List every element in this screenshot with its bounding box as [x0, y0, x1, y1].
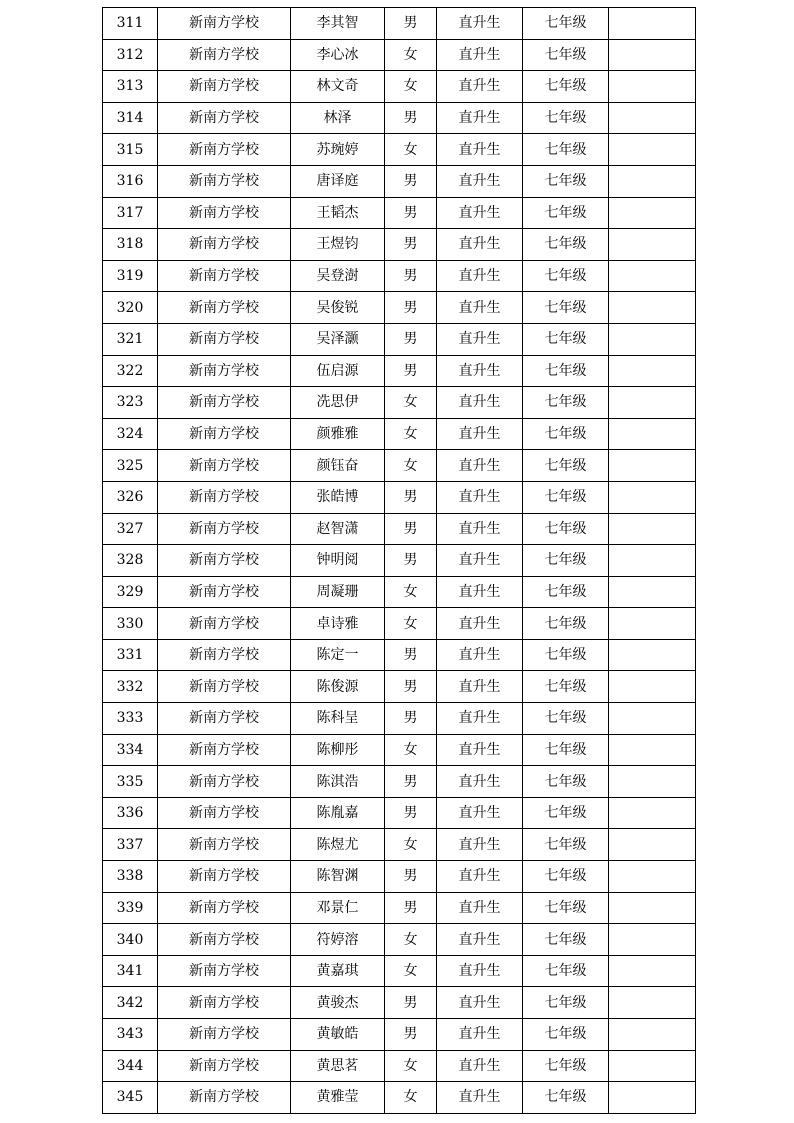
cell-number: 334: [103, 734, 158, 766]
cell-grade: 七年级: [523, 134, 609, 166]
cell-note: [609, 545, 696, 577]
cell-number: 314: [103, 102, 158, 134]
cell-note: [609, 608, 696, 640]
cell-student-name: 张皓博: [291, 481, 385, 513]
cell-student-name: 陈柳彤: [291, 734, 385, 766]
cell-enrollment-type: 直升生: [437, 924, 523, 956]
cell-grade: 七年级: [523, 545, 609, 577]
cell-note: [609, 1019, 696, 1051]
cell-number: 311: [103, 8, 158, 40]
cell-school: 新南方学校: [158, 924, 291, 956]
cell-enrollment-type: 直升生: [437, 229, 523, 261]
cell-enrollment-type: 直升生: [437, 197, 523, 229]
cell-grade: 七年级: [523, 102, 609, 134]
table-row: [103, 892, 696, 924]
table-row: [103, 260, 696, 292]
cell-school: 新南方学校: [158, 229, 291, 261]
cell-student-name: 王韬杰: [291, 197, 385, 229]
cell-enrollment-type: 直升生: [437, 987, 523, 1019]
cell-note: [609, 292, 696, 324]
cell-gender: 男: [385, 260, 437, 292]
cell-enrollment-type: 直升生: [437, 71, 523, 103]
cell-number: 333: [103, 703, 158, 735]
cell-number: 317: [103, 197, 158, 229]
cell-school: 新南方学校: [158, 513, 291, 545]
cell-enrollment-type: 直升生: [437, 39, 523, 71]
cell-student-name: 李心冰: [291, 39, 385, 71]
cell-note: [609, 134, 696, 166]
cell-number: 332: [103, 671, 158, 703]
table-row: [103, 481, 696, 513]
cell-note: [609, 513, 696, 545]
cell-number: 316: [103, 165, 158, 197]
cell-enrollment-type: 直升生: [437, 8, 523, 40]
table-row: [103, 292, 696, 324]
cell-grade: 七年级: [523, 1082, 609, 1114]
cell-student-name: 陈科呈: [291, 703, 385, 735]
cell-enrollment-type: 直升生: [437, 734, 523, 766]
cell-gender: 男: [385, 639, 437, 671]
cell-student-name: 林泽: [291, 102, 385, 134]
cell-enrollment-type: 直升生: [437, 387, 523, 419]
cell-number: 313: [103, 71, 158, 103]
cell-enrollment-type: 直升生: [437, 892, 523, 924]
cell-grade: 七年级: [523, 892, 609, 924]
cell-enrollment-type: 直升生: [437, 703, 523, 735]
cell-grade: 七年级: [523, 861, 609, 893]
table-row: [103, 165, 696, 197]
cell-gender: 男: [385, 703, 437, 735]
cell-school: 新南方学校: [158, 387, 291, 419]
cell-enrollment-type: 直升生: [437, 829, 523, 861]
cell-gender: 男: [385, 766, 437, 798]
cell-enrollment-type: 直升生: [437, 1019, 523, 1051]
table-row: [103, 861, 696, 893]
cell-grade: 七年级: [523, 734, 609, 766]
table-row: [103, 829, 696, 861]
cell-gender: 男: [385, 323, 437, 355]
cell-grade: 七年级: [523, 797, 609, 829]
cell-number: 326: [103, 481, 158, 513]
cell-school: 新南方学校: [158, 39, 291, 71]
cell-grade: 七年级: [523, 1050, 609, 1082]
cell-enrollment-type: 直升生: [437, 418, 523, 450]
cell-school: 新南方学校: [158, 165, 291, 197]
cell-gender: 男: [385, 165, 437, 197]
cell-note: [609, 8, 696, 40]
cell-number: 341: [103, 955, 158, 987]
cell-student-name: 冼思伊: [291, 387, 385, 419]
table-row: [103, 387, 696, 419]
cell-grade: 七年级: [523, 924, 609, 956]
cell-school: 新南方学校: [158, 418, 291, 450]
table-row: [103, 1082, 696, 1114]
cell-school: 新南方学校: [158, 576, 291, 608]
cell-grade: 七年级: [523, 197, 609, 229]
cell-number: 343: [103, 1019, 158, 1051]
cell-grade: 七年级: [523, 387, 609, 419]
cell-grade: 七年级: [523, 1019, 609, 1051]
cell-number: 345: [103, 1082, 158, 1114]
cell-grade: 七年级: [523, 987, 609, 1019]
cell-gender: 女: [385, 418, 437, 450]
cell-school: 新南方学校: [158, 987, 291, 1019]
cell-gender: 女: [385, 734, 437, 766]
cell-number: 331: [103, 639, 158, 671]
table-row: [103, 924, 696, 956]
cell-grade: 七年级: [523, 323, 609, 355]
table-row: [103, 766, 696, 798]
cell-school: 新南方学校: [158, 861, 291, 893]
cell-student-name: 陈俊源: [291, 671, 385, 703]
cell-grade: 七年级: [523, 71, 609, 103]
cell-student-name: 王煜钧: [291, 229, 385, 261]
cell-grade: 七年级: [523, 766, 609, 798]
cell-enrollment-type: 直升生: [437, 481, 523, 513]
cell-school: 新南方学校: [158, 1050, 291, 1082]
cell-school: 新南方学校: [158, 734, 291, 766]
cell-gender: 男: [385, 481, 437, 513]
cell-student-name: 陈淇浩: [291, 766, 385, 798]
cell-student-name: 苏琬婷: [291, 134, 385, 166]
cell-gender: 男: [385, 102, 437, 134]
cell-enrollment-type: 直升生: [437, 260, 523, 292]
cell-grade: 七年级: [523, 8, 609, 40]
cell-gender: 女: [385, 576, 437, 608]
cell-number: 327: [103, 513, 158, 545]
cell-note: [609, 1082, 696, 1114]
cell-school: 新南方学校: [158, 639, 291, 671]
cell-number: 342: [103, 987, 158, 1019]
cell-gender: 女: [385, 955, 437, 987]
table-row: [103, 450, 696, 482]
cell-note: [609, 766, 696, 798]
cell-school: 新南方学校: [158, 1082, 291, 1114]
cell-enrollment-type: 直升生: [437, 861, 523, 893]
cell-note: [609, 229, 696, 261]
cell-student-name: 林文奇: [291, 71, 385, 103]
cell-gender: 男: [385, 671, 437, 703]
cell-gender: 男: [385, 987, 437, 1019]
cell-note: [609, 71, 696, 103]
cell-number: 336: [103, 797, 158, 829]
cell-enrollment-type: 直升生: [437, 545, 523, 577]
cell-school: 新南方学校: [158, 797, 291, 829]
cell-grade: 七年级: [523, 229, 609, 261]
cell-student-name: 颜钰奋: [291, 450, 385, 482]
table-row: [103, 703, 696, 735]
cell-student-name: 黄思茗: [291, 1050, 385, 1082]
cell-school: 新南方学校: [158, 671, 291, 703]
cell-gender: 男: [385, 545, 437, 577]
cell-note: [609, 734, 696, 766]
cell-enrollment-type: 直升生: [437, 955, 523, 987]
cell-student-name: 赵智潇: [291, 513, 385, 545]
cell-note: [609, 260, 696, 292]
cell-note: [609, 987, 696, 1019]
cell-enrollment-type: 直升生: [437, 165, 523, 197]
cell-school: 新南方学校: [158, 71, 291, 103]
cell-note: [609, 481, 696, 513]
cell-number: 338: [103, 861, 158, 893]
cell-grade: 七年级: [523, 450, 609, 482]
cell-student-name: 陈煜尤: [291, 829, 385, 861]
table-row: [103, 1019, 696, 1051]
cell-number: 330: [103, 608, 158, 640]
cell-grade: 七年级: [523, 418, 609, 450]
cell-grade: 七年级: [523, 165, 609, 197]
cell-student-name: 卓诗雅: [291, 608, 385, 640]
table-row: [103, 608, 696, 640]
cell-gender: 男: [385, 229, 437, 261]
cell-school: 新南方学校: [158, 608, 291, 640]
cell-school: 新南方学校: [158, 102, 291, 134]
table-row: [103, 102, 696, 134]
cell-number: 328: [103, 545, 158, 577]
cell-note: [609, 576, 696, 608]
cell-school: 新南方学校: [158, 8, 291, 40]
cell-student-name: 唐译庭: [291, 165, 385, 197]
cell-enrollment-type: 直升生: [437, 513, 523, 545]
cell-student-name: 吴俊锐: [291, 292, 385, 324]
cell-enrollment-type: 直升生: [437, 1050, 523, 1082]
cell-grade: 七年级: [523, 576, 609, 608]
cell-number: 337: [103, 829, 158, 861]
table-row: [103, 797, 696, 829]
cell-school: 新南方学校: [158, 260, 291, 292]
cell-note: [609, 102, 696, 134]
cell-number: 339: [103, 892, 158, 924]
cell-enrollment-type: 直升生: [437, 292, 523, 324]
cell-gender: 男: [385, 513, 437, 545]
cell-enrollment-type: 直升生: [437, 323, 523, 355]
cell-grade: 七年级: [523, 513, 609, 545]
cell-student-name: 陈智渊: [291, 861, 385, 893]
cell-student-name: 周凝珊: [291, 576, 385, 608]
table-row: [103, 576, 696, 608]
table-row: [103, 134, 696, 166]
cell-student-name: 陈胤嘉: [291, 797, 385, 829]
cell-number: 318: [103, 229, 158, 261]
cell-grade: 七年级: [523, 955, 609, 987]
cell-number: 344: [103, 1050, 158, 1082]
cell-note: [609, 955, 696, 987]
cell-number: 323: [103, 387, 158, 419]
cell-grade: 七年级: [523, 292, 609, 324]
cell-grade: 七年级: [523, 481, 609, 513]
cell-gender: 男: [385, 197, 437, 229]
cell-gender: 男: [385, 861, 437, 893]
cell-school: 新南方学校: [158, 450, 291, 482]
cell-grade: 七年级: [523, 260, 609, 292]
cell-school: 新南方学校: [158, 703, 291, 735]
cell-note: [609, 165, 696, 197]
roster-body: [103, 8, 696, 1114]
cell-note: [609, 924, 696, 956]
cell-enrollment-type: 直升生: [437, 134, 523, 166]
cell-enrollment-type: 直升生: [437, 102, 523, 134]
cell-gender: 女: [385, 71, 437, 103]
cell-enrollment-type: 直升生: [437, 608, 523, 640]
cell-school: 新南方学校: [158, 323, 291, 355]
cell-number: 315: [103, 134, 158, 166]
table-row: [103, 418, 696, 450]
cell-number: 340: [103, 924, 158, 956]
cell-gender: 女: [385, 134, 437, 166]
cell-student-name: 吴登澍: [291, 260, 385, 292]
cell-enrollment-type: 直升生: [437, 671, 523, 703]
cell-note: [609, 639, 696, 671]
table-row: [103, 545, 696, 577]
cell-enrollment-type: 直升生: [437, 766, 523, 798]
cell-note: [609, 387, 696, 419]
cell-school: 新南方学校: [158, 481, 291, 513]
cell-number: 312: [103, 39, 158, 71]
cell-school: 新南方学校: [158, 766, 291, 798]
table-row: [103, 229, 696, 261]
table-row: [103, 955, 696, 987]
cell-note: [609, 1050, 696, 1082]
cell-grade: 七年级: [523, 703, 609, 735]
student-roster-table: [102, 7, 696, 1114]
cell-enrollment-type: 直升生: [437, 576, 523, 608]
table-row: [103, 639, 696, 671]
cell-number: 324: [103, 418, 158, 450]
cell-number: 325: [103, 450, 158, 482]
cell-student-name: 符婷溶: [291, 924, 385, 956]
cell-number: 329: [103, 576, 158, 608]
cell-student-name: 黄敏皓: [291, 1019, 385, 1051]
table-row: [103, 8, 696, 40]
cell-student-name: 钟明阅: [291, 545, 385, 577]
cell-note: [609, 797, 696, 829]
cell-number: 322: [103, 355, 158, 387]
cell-grade: 七年级: [523, 39, 609, 71]
cell-gender: 男: [385, 355, 437, 387]
cell-grade: 七年级: [523, 671, 609, 703]
cell-student-name: 邓景仁: [291, 892, 385, 924]
cell-school: 新南方学校: [158, 545, 291, 577]
cell-enrollment-type: 直升生: [437, 797, 523, 829]
cell-grade: 七年级: [523, 639, 609, 671]
cell-school: 新南方学校: [158, 829, 291, 861]
cell-note: [609, 703, 696, 735]
cell-enrollment-type: 直升生: [437, 355, 523, 387]
cell-school: 新南方学校: [158, 1019, 291, 1051]
cell-grade: 七年级: [523, 355, 609, 387]
cell-student-name: 吴泽灏: [291, 323, 385, 355]
table-row: [103, 39, 696, 71]
cell-number: 320: [103, 292, 158, 324]
cell-gender: 女: [385, 924, 437, 956]
table-row: [103, 734, 696, 766]
table-row: [103, 197, 696, 229]
cell-grade: 七年级: [523, 829, 609, 861]
cell-gender: 女: [385, 1082, 437, 1114]
table-row: [103, 323, 696, 355]
cell-school: 新南方学校: [158, 292, 291, 324]
cell-student-name: 黄骏杰: [291, 987, 385, 1019]
cell-gender: 男: [385, 8, 437, 40]
table-row: [103, 71, 696, 103]
cell-number: 321: [103, 323, 158, 355]
cell-note: [609, 39, 696, 71]
cell-gender: 女: [385, 39, 437, 71]
cell-gender: 女: [385, 387, 437, 419]
table-row: [103, 513, 696, 545]
cell-student-name: 黄雅莹: [291, 1082, 385, 1114]
cell-student-name: 伍启源: [291, 355, 385, 387]
cell-enrollment-type: 直升生: [437, 450, 523, 482]
table-row: [103, 671, 696, 703]
table-row: [103, 355, 696, 387]
cell-note: [609, 829, 696, 861]
cell-grade: 七年级: [523, 608, 609, 640]
cell-gender: 男: [385, 797, 437, 829]
cell-school: 新南方学校: [158, 197, 291, 229]
cell-number: 335: [103, 766, 158, 798]
cell-student-name: 陈定一: [291, 639, 385, 671]
cell-student-name: 李其智: [291, 8, 385, 40]
cell-note: [609, 323, 696, 355]
cell-enrollment-type: 直升生: [437, 1082, 523, 1114]
cell-enrollment-type: 直升生: [437, 639, 523, 671]
cell-gender: 女: [385, 608, 437, 640]
cell-note: [609, 892, 696, 924]
cell-student-name: 颜雅雅: [291, 418, 385, 450]
cell-school: 新南方学校: [158, 355, 291, 387]
cell-gender: 女: [385, 829, 437, 861]
cell-school: 新南方学校: [158, 955, 291, 987]
table-row: [103, 987, 696, 1019]
cell-note: [609, 861, 696, 893]
cell-student-name: 黄嘉琪: [291, 955, 385, 987]
cell-note: [609, 450, 696, 482]
cell-gender: 男: [385, 892, 437, 924]
cell-school: 新南方学校: [158, 892, 291, 924]
cell-note: [609, 355, 696, 387]
cell-gender: 女: [385, 450, 437, 482]
cell-note: [609, 671, 696, 703]
cell-note: [609, 197, 696, 229]
cell-number: 319: [103, 260, 158, 292]
table-row: [103, 1050, 696, 1082]
cell-gender: 女: [385, 1050, 437, 1082]
cell-gender: 男: [385, 1019, 437, 1051]
cell-school: 新南方学校: [158, 134, 291, 166]
cell-note: [609, 418, 696, 450]
cell-gender: 男: [385, 292, 437, 324]
